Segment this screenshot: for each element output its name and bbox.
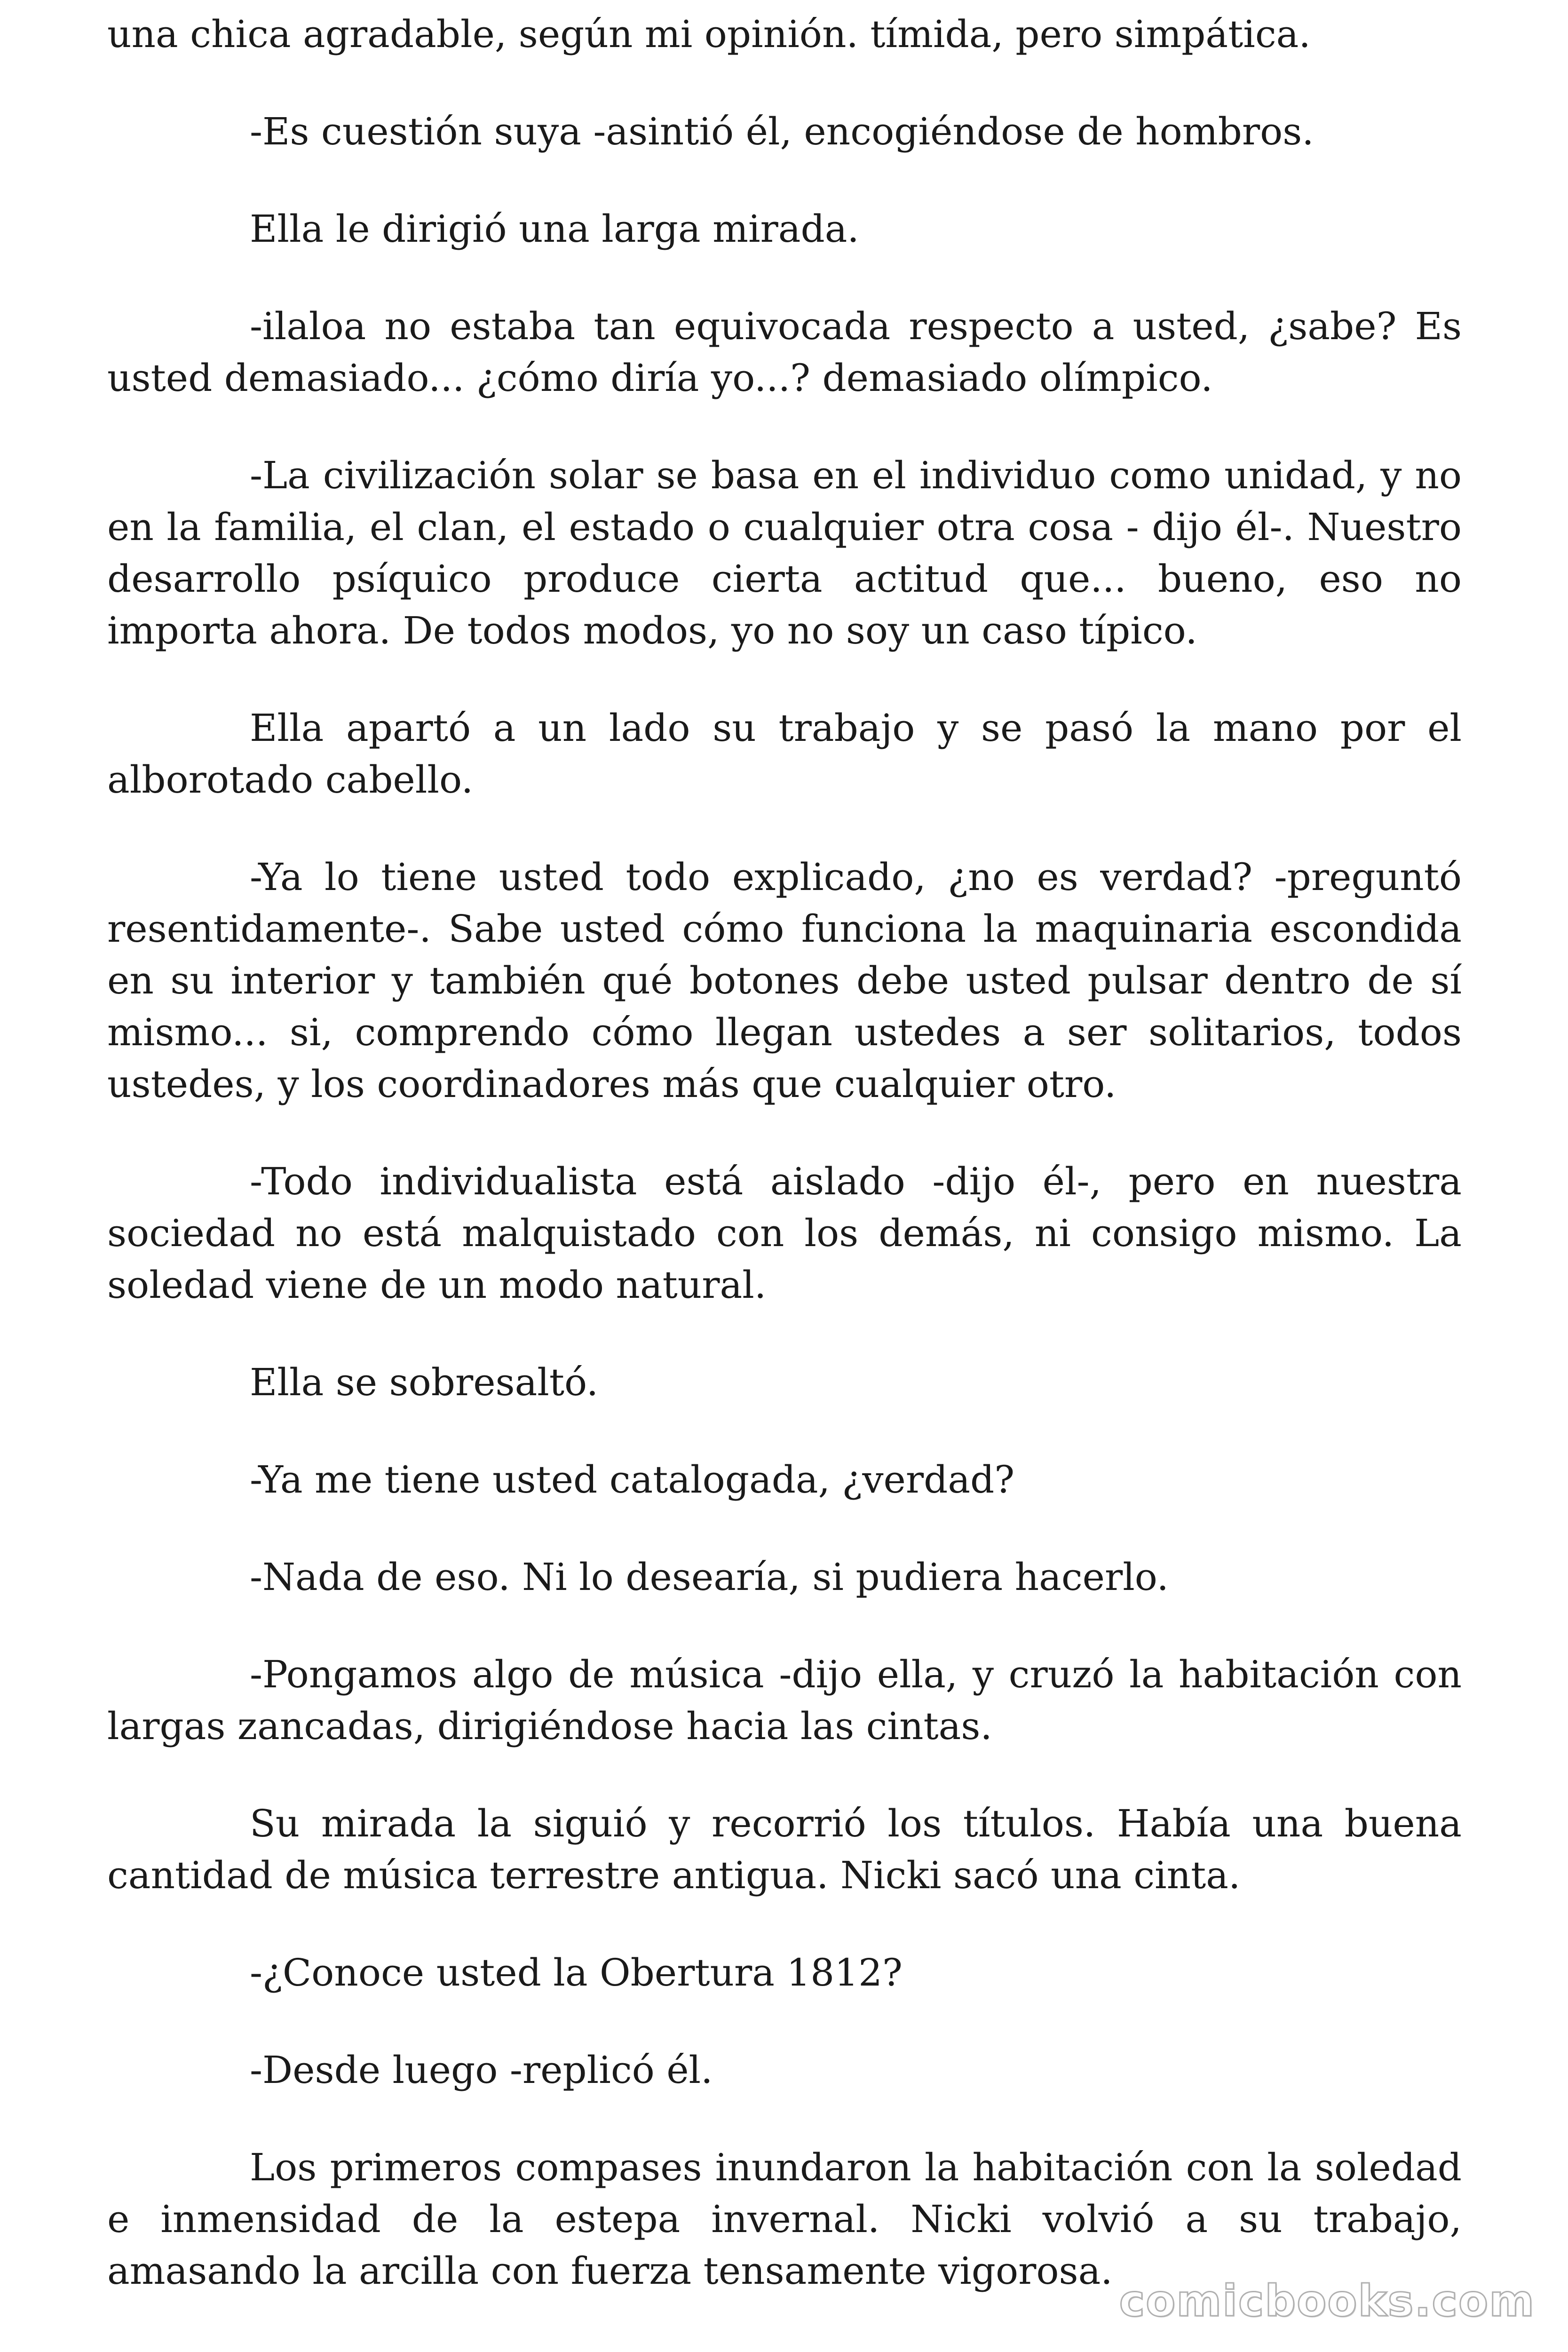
paragraph: -Nada de eso. Ni lo desearía, si pudiera hacerlo. [250,1555,1169,1599]
paragraph: -Pongamos algo de música -dijo ella, y cruzó la habitación con largas zancadas, dirigiéndose hacia las cintas. [107,1653,1462,1748]
paragraph: -Ya lo tiene usted todo explicado, ¿no es verdad? -preguntó resentidamente-. Sabe usted cómo funciona la maquinaria escondida en su interior y también qué botones debe usted pulsar dentro de sí mismo... si, comprendo cómo llegan ustedes a ser solitarios, todos ustedes, y los coordinadores más que cualquier otro. [107,855,1462,1106]
paragraph: Los primeros compases inundaron la habitación con la soledad e inmensidad de la estepa invernal. Nicki volvió a su trabajo, amasando la arcilla con fuerza tensamente vigorosa. [107,2145,1462,2293]
paragraph: -Todo individualista está aislado -dijo él-, pero en nuestra sociedad no está malquistado con los demás, ni consigo mismo. La soledad viene de un modo natural. [107,1160,1462,1307]
watermark: comicbooks.com [1119,2276,1535,2326]
paragraph: -ilaloa no estaba tan equivocada respecto a usted, ¿sabe? Es usted demasiado... ¿cómo diría yo...? demasiado olímpico. [107,304,1462,400]
paragraph: Ella le dirigió una larga mirada. [250,207,859,251]
page-body [107,8,1462,2343]
paragraph: Ella se sobresaltó. [250,1360,599,1404]
paragraph: -¿Conoce usted la Obertura 1812? [250,1951,903,1994]
paragraph: -Ya me tiene usted catalogada, ¿verdad? [250,1458,1015,1502]
paragraph: -La civilización solar se basa en el individuo como unidad, y no en la familia, el clan, el estado o cualquier otra cosa - dijo él-. Nuestro desarrollo psíquico produce cierta actitud que... bueno, eso no importa ahora. De todos modos, yo no soy un caso típico. [107,453,1462,652]
paragraph: Su mirada la siguió y recorrió los títulos. Había una buena cantidad de música terrestre antigua. Nicki sacó una cinta. [107,1802,1462,1897]
paragraph: -Desde luego -replicó él. [250,2048,713,2092]
paragraph: Ella apartó a un lado su trabajo y se pasó la mano por el alborotado cabello. [107,706,1462,802]
paragraph: -Es cuestión suya -asintió él, encogiéndose de hombros. [250,110,1314,153]
paragraph: una chica agradable, según mi opinión. tímida, pero simpática. [107,12,1311,56]
